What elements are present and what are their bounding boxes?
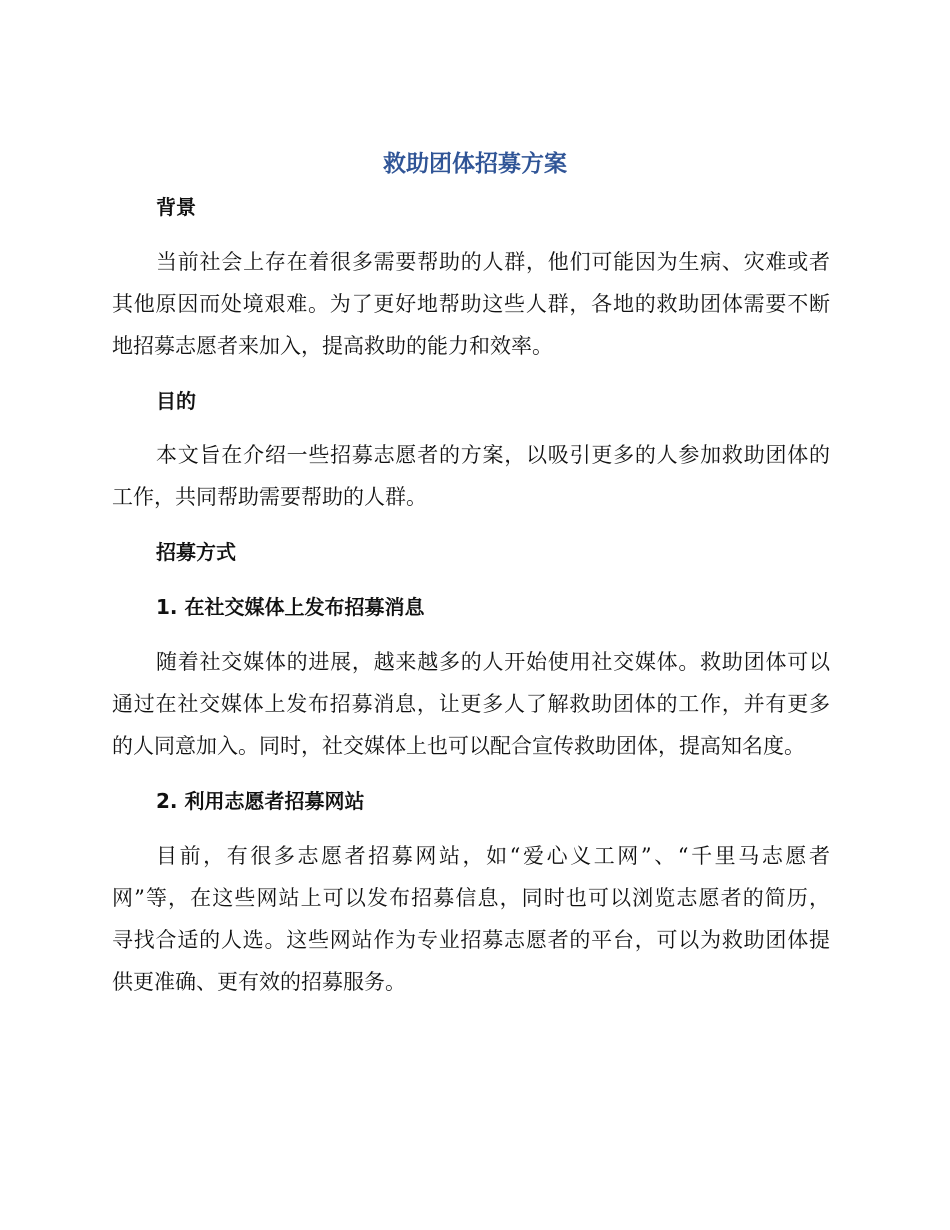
- social-media-paragraph: [112, 641, 830, 767]
- section-heading-purpose: 目的: [156, 389, 196, 413]
- subsection-heading-social-media: 1. 在社交媒体上发布招募消息: [156, 595, 425, 619]
- document-title: 救助团体招募方案: [383, 151, 567, 177]
- volunteer-websites-paragraph: [112, 835, 830, 1003]
- paragraph-line: 地招募志愿者来加入，提高救助的能力和效率。: [112, 334, 553, 358]
- paragraph-line: 当前社会上存在着很多需要帮助的人群，他们可能因为生病、灾难或者: [156, 250, 830, 274]
- section-heading-methods: 招募方式: [156, 540, 236, 564]
- paragraph-line: 工作，共同帮助需要帮助的人群。: [112, 485, 427, 509]
- background-paragraph: [112, 241, 830, 367]
- paragraph-line: 供更准确、更有效的招募服务。: [112, 970, 406, 994]
- section-heading-background: 背景: [156, 195, 196, 219]
- paragraph-line: 本文旨在介绍一些招募志愿者的方案，以吸引更多的人参加救助团体的: [156, 443, 830, 467]
- paragraph-line: 的人同意加入。同时，社交媒体上也可以配合宣传救助团体，提高知名度。: [112, 734, 805, 758]
- purpose-paragraph: [112, 434, 830, 518]
- paragraph-line: 网”等，在这些网站上可以发布招募信息，同时也可以浏览志愿者的简历，: [112, 886, 830, 910]
- paragraph-line: 其他原因而处境艰难。为了更好地帮助这些人群，各地的救助团体需要不断: [112, 292, 830, 316]
- subsection-heading-volunteer-websites: 2. 利用志愿者招募网站: [156, 789, 365, 813]
- paragraph-line: 目前，有很多志愿者招募网站，如“爱心义工网”、“千里马志愿者: [156, 844, 830, 868]
- paragraph-line: 通过在社交媒体上发布招募消息，让更多人了解救助团体的工作，并有更多: [112, 692, 830, 716]
- paragraph-line: 寻找合适的人选。这些网站作为专业招募志愿者的平台，可以为救助团体提: [112, 928, 830, 952]
- paragraph-line: 随着社交媒体的进展，越来越多的人开始使用社交媒体。救助团体可以: [156, 650, 830, 674]
